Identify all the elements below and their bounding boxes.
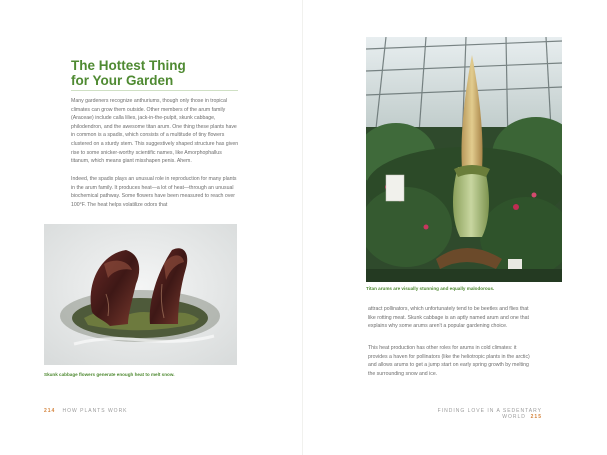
book-gutter (302, 0, 303, 455)
left-paragraph-1: Many gardeners recognize anthuriums, though only those in tropical climates can grow them outside. Other members of the arum family (Araceae) include calla lilies, jack-in-the-pulpit, skunk cabbage, philodendron, and the awesome titan arum. One thing these plants have in common is a spadix, which consists of a multitude of tiny flowers clustered on a sturdy stem. This suggestively shaped structure has given rise to some snicker-worthy scientific names, like Amorphophallus titanum, which means giant misshapen penis. Ahem. (71, 98, 239, 165)
left-page-number: 214 (44, 408, 56, 414)
skunk-cabbage-photo (44, 224, 237, 365)
left-folio (44, 408, 128, 414)
section-title (71, 59, 241, 88)
skunk-cabbage-caption: Skunk cabbage flowers generate enough heat to melt snow. (44, 372, 175, 377)
titan-arum-caption: Titan arums are visually stunning and equally malodorous. (366, 286, 495, 291)
right-paragraph-1: attract pollinators, which unfortunately tend to be beetles and flies that like rotting meat. Skunk cabbage is an aptly named arum and one that explains why some arums aren't a popular gardening choice. (368, 306, 529, 330)
right-running-head: FINDING LOVE IN A SEDENTARY WORLD (437, 408, 542, 420)
title-rule (71, 90, 238, 91)
right-folio (432, 408, 542, 420)
title-line-1: The Hottest Thing (71, 58, 186, 73)
right-paragraph-2: This heat production has other roles for arums in cold climates: it provides a haven for pollinators (like the heliotropic plants in the arctic) and allows arums to get a jump start on early spring growth by melting the surrounding snow and ice. (368, 345, 530, 377)
left-paragraph-2: Indeed, the spadix plays an unusual role in reproduction for many plants in the arum family. It produces heat—a lot of heat—through an unusual biochemical pathway. Some flowers have been measured to reach over 100°F. The heat helps volatilize odors that (71, 176, 237, 208)
right-page-number: 215 (530, 414, 542, 420)
title-line-2: for Your Garden (71, 72, 174, 88)
left-running-head: HOW PLANTS WORK (62, 408, 128, 414)
titan-arum-photo (366, 37, 562, 282)
